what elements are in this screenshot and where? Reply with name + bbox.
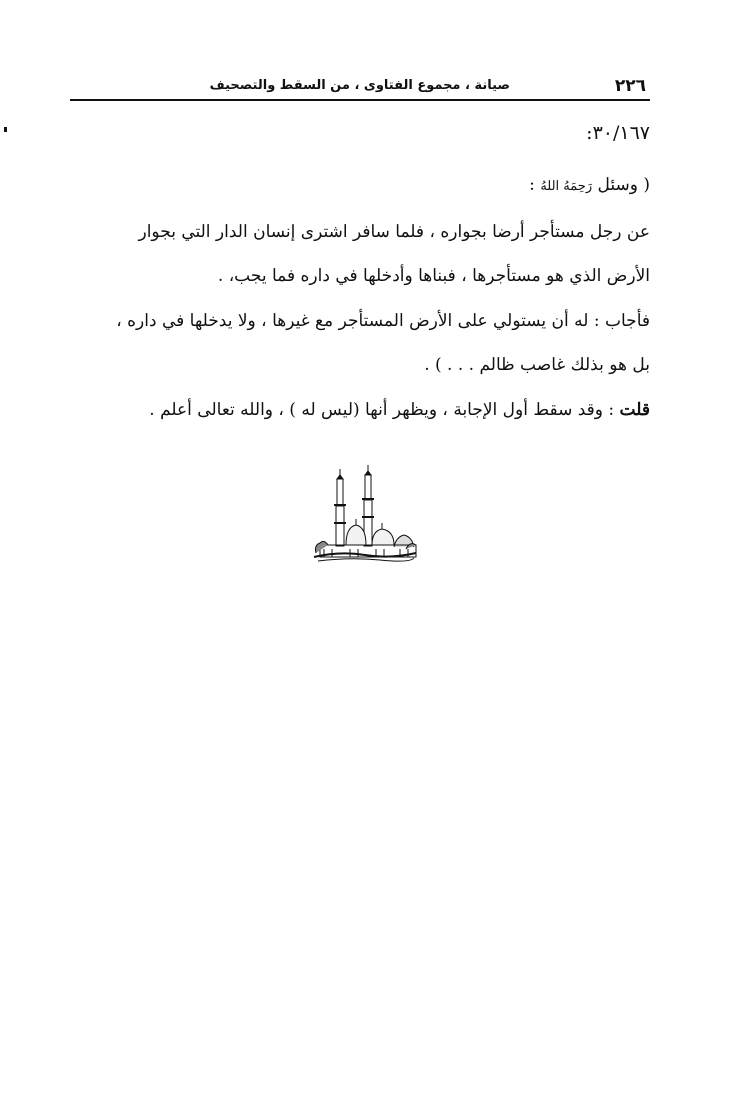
page-number: ٢٢٦	[614, 76, 646, 96]
note-text: : وقد سقط أول الإجابة ، ويظهر أنها (ليس له ) ، والله تعالى أعلم .	[149, 400, 620, 420]
note-label: قلت	[619, 400, 650, 420]
answer-line-2: بل هو بذلك غاصب ظالم . . . ) .	[424, 355, 650, 375]
answer-line-1	[68, 309, 650, 339]
question-intro	[68, 173, 650, 203]
mosque-ornament-icon	[310, 465, 420, 565]
editor-note	[68, 398, 650, 428]
running-title: صيانة ، مجموع الفتاوى ، من السقط والتصحيف	[209, 78, 510, 93]
fatwa-number: ٣٠/١٦٧:	[586, 122, 650, 144]
header-rule	[70, 99, 650, 101]
page-header	[70, 76, 650, 100]
answer-text: : له أن يستولي على الأرض المستأجر مع غيرها ، ولا يدخلها في داره ،	[116, 311, 605, 331]
question-line-2: الأرض الذي هو مستأجرها ، فبناها وأدخلها في داره فما يجب، .	[217, 266, 650, 286]
question-intro-open: ( وسئل	[592, 175, 650, 195]
answer-label: فأجاب	[605, 311, 650, 331]
question-line-1: عن رجل مستأجر أرضا بجواره ، فلما سافر اشترى إنسان الدار التي بجوار	[138, 222, 650, 242]
question-intro-close: :	[529, 175, 541, 195]
honorific-phrase: رَحِمَهُ اللهُ	[540, 179, 593, 194]
margin-mark	[4, 127, 7, 132]
